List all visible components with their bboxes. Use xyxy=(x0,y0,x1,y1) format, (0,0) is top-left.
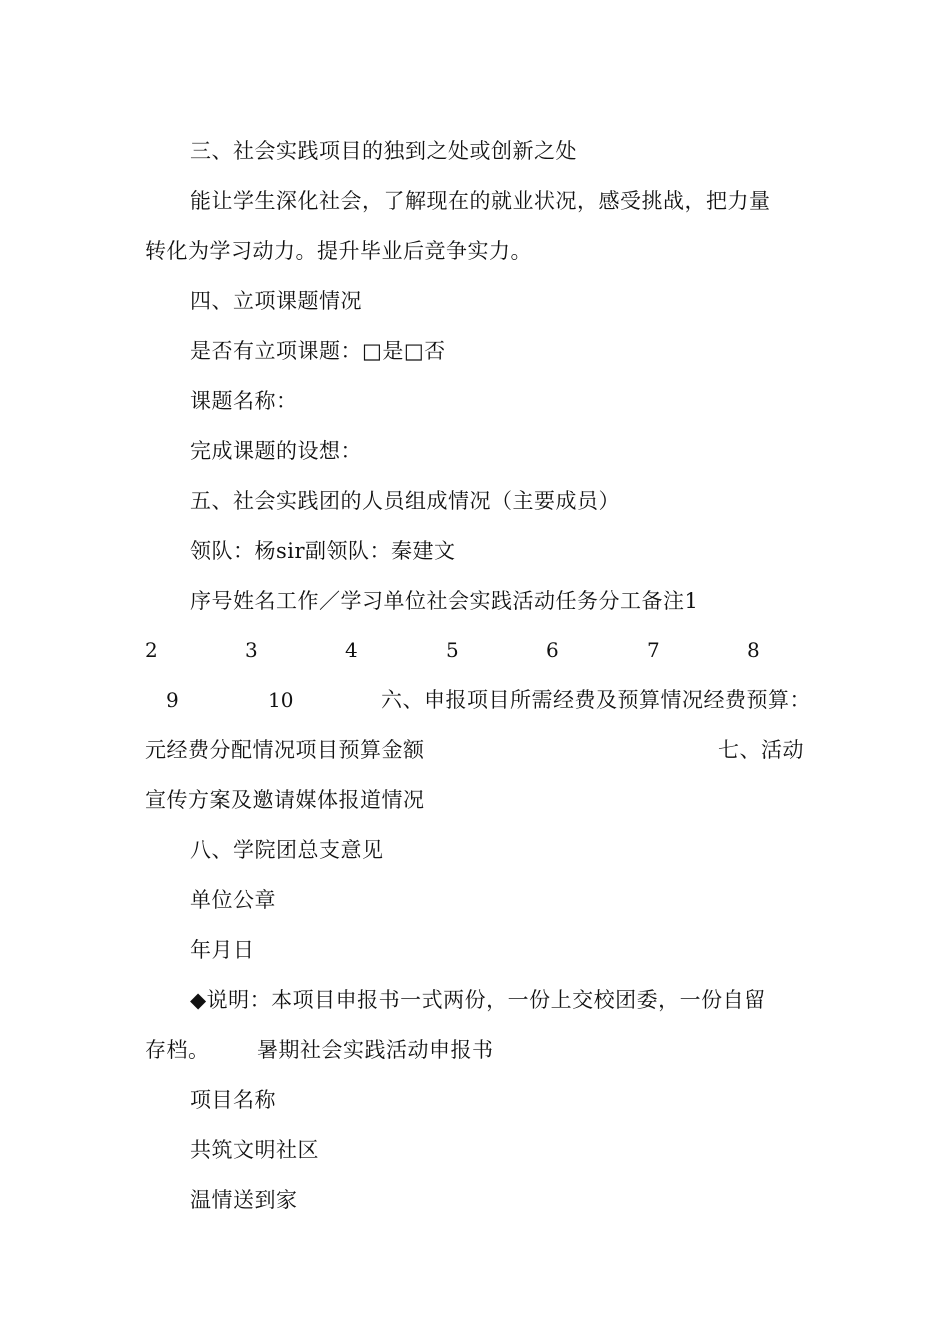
project-topic-question: 是否有立项课题：□是□否 xyxy=(190,339,446,363)
project-name-label: 项目名称 xyxy=(190,1088,276,1112)
topic-plan-label: 完成课题的设想： xyxy=(190,439,362,463)
member-table-header: 序号姓名工作／学习单位社会实践活动任务分工备注1 xyxy=(190,589,699,613)
row-number: 7 xyxy=(647,638,660,662)
note-line-2: 存档。 xyxy=(145,1038,210,1062)
project-name-line-2: 温情送到家 xyxy=(190,1188,298,1212)
section-8-heading: 八、学院团总支意见 xyxy=(190,838,384,862)
date-label: 年月日 xyxy=(190,938,255,962)
row-number: 6 xyxy=(546,638,559,662)
section-6-body: 元经费分配情况项目预算金额 xyxy=(145,738,425,762)
topic-name-label: 课题名称： xyxy=(190,389,298,413)
section-3-body-line-2: 转化为学习动力。提升毕业后竞争实力。 xyxy=(145,239,532,263)
note-line-1: ◆说明：本项目申报书一式两份，一份上交校团委，一份自留 xyxy=(190,988,766,1012)
row-number: 4 xyxy=(345,638,358,662)
form-title: 暑期社会实践活动申报书 xyxy=(257,1038,494,1062)
section-3-body-line-1: 能让学生深化社会，了解现在的就业状况，感受挑战，把力量 xyxy=(190,189,771,213)
row-number: 10 xyxy=(268,688,294,712)
row-number: 8 xyxy=(747,638,760,662)
team-leaders-line: 领队：杨sir副领队：秦建文 xyxy=(190,539,456,563)
section-7-heading-part-1: 七、活动 xyxy=(718,738,804,762)
row-number: 2 xyxy=(145,638,158,662)
unit-seal-label: 单位公章 xyxy=(190,888,276,912)
row-number: 5 xyxy=(446,638,459,662)
section-4-heading: 四、立项课题情况 xyxy=(190,289,362,313)
section-6-heading: 六、申报项目所需经费及预算情况经费预算： xyxy=(381,688,811,712)
row-number: 9 xyxy=(166,688,179,712)
section-3-heading: 三、社会实践项目的独到之处或创新之处 xyxy=(190,139,577,163)
project-name-line-1: 共筑文明社区 xyxy=(190,1138,319,1162)
section-5-heading: 五、社会实践团的人员组成情况（主要成员） xyxy=(190,489,620,513)
section-7-heading-part-2: 宣传方案及邀请媒体报道情况 xyxy=(145,788,425,812)
row-number: 3 xyxy=(245,638,258,662)
